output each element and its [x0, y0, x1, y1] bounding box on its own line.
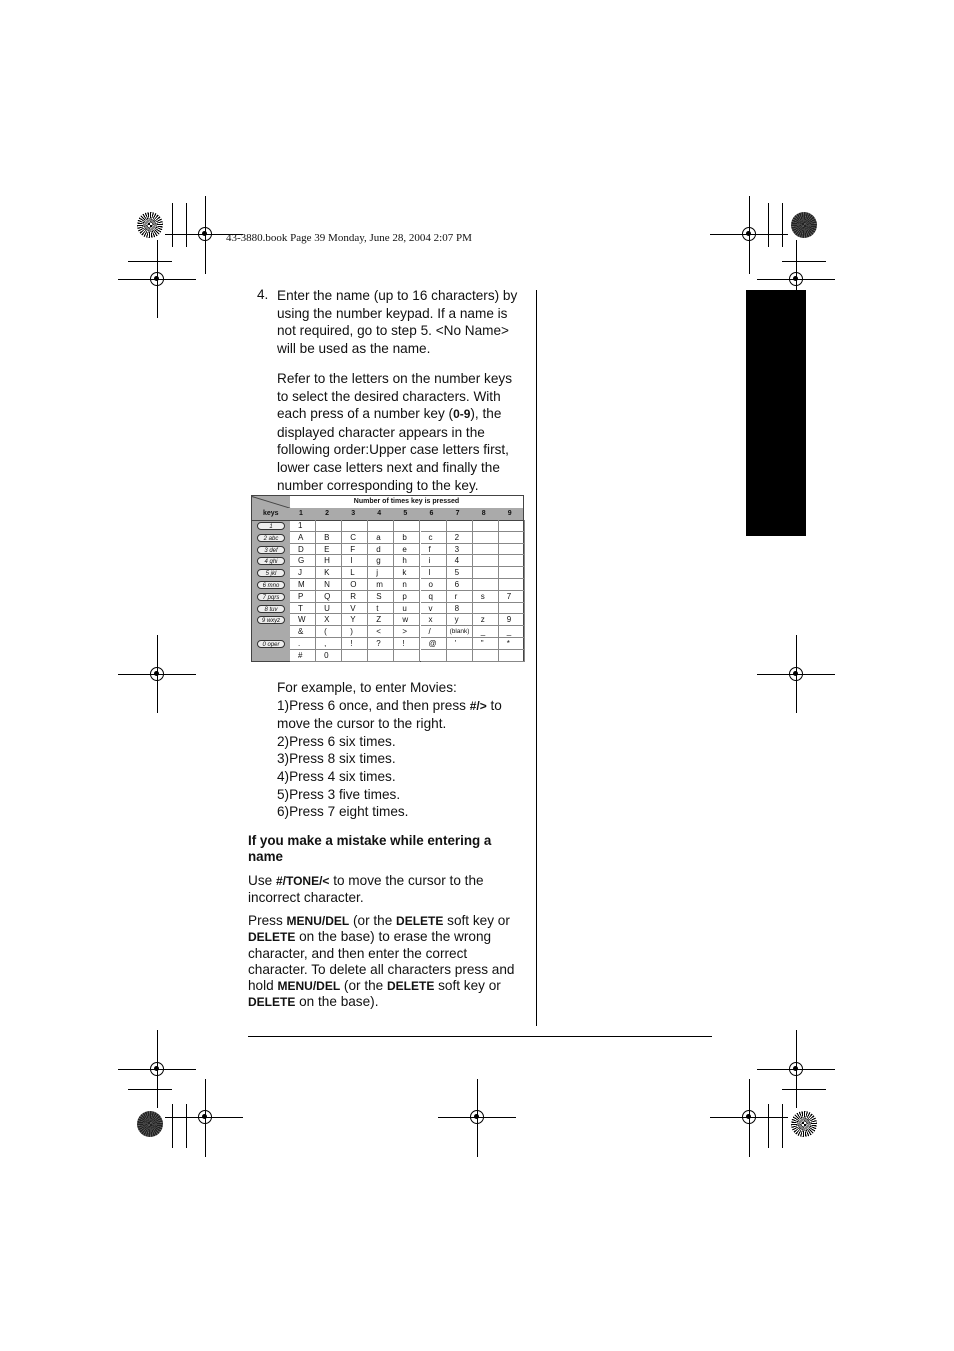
- table-cell: >: [394, 626, 420, 638]
- column-header: 6: [429, 510, 434, 517]
- table-cell: p: [394, 591, 420, 603]
- footer-rule: [248, 1036, 712, 1037]
- table-cell: [368, 520, 394, 532]
- key-label: MENU/DEL: [277, 979, 341, 994]
- table-cell: c: [421, 532, 447, 544]
- table-cell: &: [290, 626, 316, 638]
- table-cell: L: [342, 567, 368, 579]
- table-cell: y: [447, 614, 473, 626]
- registration-sunburst-top-left: [137, 212, 163, 238]
- table-cell: .: [290, 638, 316, 650]
- crop-mark: [186, 1104, 187, 1148]
- table-cell: i: [421, 555, 447, 567]
- table-cell: [499, 567, 525, 579]
- text-span: on the base) to erase the wrong character, and then enter the correct character. To delete all characters press and hold: [248, 929, 515, 994]
- table-cell: d: [368, 544, 394, 556]
- example-step-1: [277, 697, 527, 733]
- key-button-label: 2 abc: [257, 534, 285, 542]
- example-step-3: 3)Press 8 six times.: [277, 751, 396, 767]
- table-cell: K: [316, 567, 342, 579]
- crop-mark: [157, 240, 158, 318]
- column-header: 7: [455, 510, 460, 517]
- table-cell: z: [473, 614, 499, 626]
- table-cell: F: [342, 544, 368, 556]
- key-button-label: 4 ghi: [257, 557, 285, 565]
- crop-mark: [477, 1079, 478, 1157]
- table-cell: N: [316, 579, 342, 591]
- table-cell: k: [394, 567, 420, 579]
- table-cell: X: [316, 614, 342, 626]
- column-header: 9: [507, 510, 512, 517]
- table-cell: 7: [499, 591, 525, 603]
- example-intro: For example, to enter Movies:: [277, 680, 457, 695]
- table-cell: a: [368, 532, 394, 544]
- table-cell: w: [394, 614, 420, 626]
- crop-mark: [782, 1089, 826, 1090]
- table-cell: n: [394, 579, 420, 591]
- table-cell: I: [342, 555, 368, 567]
- key-button-label: 3 def: [257, 546, 285, 554]
- table-cell: 5: [447, 567, 473, 579]
- table-cell: q: [421, 591, 447, 603]
- table-cell: [499, 544, 525, 556]
- key-button-label: 6 mno: [257, 581, 285, 589]
- table-cell: ,: [316, 638, 342, 650]
- registration-sunburst-bottom-left: [137, 1111, 163, 1137]
- column-header: 8: [481, 510, 486, 517]
- table-cell: O: [342, 579, 368, 591]
- key-button-label: 7 pqrs: [257, 593, 285, 601]
- table-cell: 9: [499, 614, 525, 626]
- table-cell: _: [473, 626, 499, 638]
- key-label: DELETE: [387, 979, 435, 994]
- key-order-paragraph: [277, 370, 527, 494]
- crop-mark: [172, 1104, 173, 1148]
- table-cell: [473, 544, 499, 556]
- table-cell: [394, 520, 420, 532]
- table-cell: *: [499, 638, 525, 650]
- example-step-2: 2)Press 6 six times.: [277, 733, 396, 749]
- key-button-label: 5 jkl: [257, 569, 285, 577]
- table-cell: 3: [447, 544, 473, 556]
- table-cell: !: [342, 638, 368, 650]
- crop-mark: [172, 203, 173, 247]
- table-cell: ?: [368, 638, 394, 650]
- table-cell: [394, 650, 420, 662]
- table-cell: g: [368, 555, 394, 567]
- crop-mark: [157, 1030, 158, 1108]
- print-header: 43-3880.book Page 39 Monday, June 28, 2004 2:07 PM: [226, 232, 472, 244]
- table-cell: H: [316, 555, 342, 567]
- table-cell: S: [368, 591, 394, 603]
- table-cell: [421, 520, 447, 532]
- table-cell: [499, 520, 525, 532]
- table-cell: l: [421, 567, 447, 579]
- column-header: 2: [325, 510, 329, 517]
- key-label: #/TONE/<: [275, 874, 330, 888]
- table-cell: [447, 650, 473, 662]
- section-tab: [746, 290, 806, 536]
- table-cell: D: [290, 544, 316, 556]
- table-cell: u: [394, 603, 420, 615]
- table-cell: !: [394, 638, 420, 650]
- table-cell: [342, 650, 368, 662]
- table-cell: v: [421, 603, 447, 615]
- table-cell: 0: [316, 650, 342, 662]
- crop-mark: [796, 635, 797, 713]
- table-cell: f: [421, 544, 447, 556]
- table-cell: 2: [447, 532, 473, 544]
- crop-mark: [749, 1079, 750, 1157]
- text-span: to move the cursor to the incorrect character.: [248, 873, 484, 905]
- text-span: Use: [248, 873, 276, 888]
- text-span: ), the displayed character appears in the following order:Upper case letters first, lower case letters next and finally the number corresponding to the key.: [277, 406, 509, 493]
- key-button-label: 9 wxyz: [257, 616, 285, 624]
- registration-sunburst-top-right: [791, 212, 817, 238]
- keys-range: 0-9: [453, 407, 471, 422]
- table-cell: 6: [447, 579, 473, 591]
- table-cell: [473, 603, 499, 615]
- text-span: Press: [248, 913, 287, 928]
- text-span: (or the: [349, 913, 397, 928]
- step-4-paragraph: Enter the name (up to 16 characters) by using the number keypad. If a name is not required, go to step 5. <No Name> will be used as the name.: [277, 288, 518, 356]
- table-cell: r: [447, 591, 473, 603]
- table-cell: [316, 520, 342, 532]
- example-block: [277, 679, 527, 821]
- column-header: 1: [299, 510, 303, 517]
- table-cell: W: [290, 614, 316, 626]
- table-cell: U: [316, 603, 342, 615]
- table-cell: [342, 520, 368, 532]
- key-button-label: 8 tuv: [257, 605, 285, 613]
- example-step-5: 5)Press 3 five times.: [277, 786, 401, 802]
- table-cell: (: [316, 626, 342, 638]
- table-cell: 8: [447, 603, 473, 615]
- table-cell: A: [290, 532, 316, 544]
- table-cell: [368, 650, 394, 662]
- key-label: MENU/DEL: [286, 914, 350, 928]
- table-cell: /: [421, 626, 447, 638]
- table-cell: (blank): [447, 626, 473, 638]
- key-label: DELETE: [396, 914, 444, 928]
- table-cell: [421, 650, 447, 662]
- crop-mark: [768, 203, 769, 247]
- table-cell: [499, 650, 525, 662]
- section-heading: If you make a mistake while entering a name: [248, 833, 492, 864]
- text-span: soft key or: [443, 913, 510, 928]
- table-cell: [447, 520, 473, 532]
- table-title: Number of times key is pressed: [290, 496, 523, 509]
- table-cell: ": [473, 638, 499, 650]
- table-cell: [473, 579, 499, 591]
- table-cell: j: [368, 567, 394, 579]
- crop-mark: [165, 1117, 243, 1118]
- crop-mark: [157, 635, 158, 713]
- column-divider: [536, 290, 537, 1026]
- table-cell: [473, 650, 499, 662]
- table-cell: 4: [447, 555, 473, 567]
- crop-mark: [128, 261, 172, 262]
- key-label: #/>: [469, 698, 487, 713]
- crop-mark: [796, 1030, 797, 1108]
- character-table: [251, 495, 524, 662]
- table-cell: T: [290, 603, 316, 615]
- text-span: soft key or: [434, 978, 501, 994]
- key-button-label: 0 oper: [257, 640, 285, 648]
- mistake-heading: [248, 833, 523, 865]
- step-4-text: [277, 287, 527, 357]
- crop-mark: [205, 196, 206, 274]
- column-header: 4: [377, 510, 382, 517]
- table-cell: <: [368, 626, 394, 638]
- key-label: DELETE: [248, 995, 296, 1010]
- step-4-para2: [277, 370, 527, 494]
- cursor-paragraph: [248, 873, 528, 906]
- table-cell: M: [290, 579, 316, 591]
- column-header: 3: [351, 510, 356, 517]
- key-button-label: 1: [257, 522, 285, 530]
- table-cell: G: [290, 555, 316, 567]
- table-cell: J: [290, 567, 316, 579]
- step-number: 4.: [257, 287, 269, 302]
- crop-mark: [782, 261, 826, 262]
- table-cell: [473, 532, 499, 544]
- text-span: Refer to the letters on the number keys to select the desired characters. With each press of a number key (: [277, 371, 512, 422]
- mistake-para-2: [248, 913, 528, 1011]
- crop-mark: [186, 203, 187, 247]
- table-cell: x: [421, 614, 447, 626]
- keys-header: keys: [263, 510, 279, 517]
- table-cell: C: [342, 532, 368, 544]
- crop-mark: [205, 1079, 206, 1157]
- crop-mark: [782, 203, 783, 247]
- table-cell: Q: [316, 591, 342, 603]
- column-header: 5: [403, 510, 408, 517]
- table-cell: e: [394, 544, 420, 556]
- table-cell: Y: [342, 614, 368, 626]
- example-step-6: 6)Press 7 eight times.: [277, 804, 409, 820]
- crop-mark: [749, 196, 750, 274]
- table-cell: ': [447, 638, 473, 650]
- table-cell: ): [342, 626, 368, 638]
- table-cell: s: [473, 591, 499, 603]
- table-cell: Z: [368, 614, 394, 626]
- table-cell: t: [368, 603, 394, 615]
- table-cell: [499, 579, 525, 591]
- table-cell: [473, 567, 499, 579]
- table-cell: [473, 520, 499, 532]
- table-cell: [473, 555, 499, 567]
- registration-sunburst-bottom-right: [791, 1111, 817, 1137]
- crop-mark: [782, 1104, 783, 1148]
- table-cell: B: [316, 532, 342, 544]
- table-cell: #: [290, 650, 316, 662]
- delete-paragraph: [248, 913, 528, 1011]
- text-span: to move the cursor to the right.: [277, 697, 502, 732]
- table-cell: E: [316, 544, 342, 556]
- table-cell: h: [394, 555, 420, 567]
- key-label: DELETE: [248, 930, 296, 945]
- text-span: 1)Press 6 once, and then press: [277, 697, 470, 713]
- table-cell: V: [342, 603, 368, 615]
- table-cell: [499, 603, 525, 615]
- table-cell: P: [290, 591, 316, 603]
- table-cell: m: [368, 579, 394, 591]
- table-cell: R: [342, 591, 368, 603]
- table-cell: [499, 532, 525, 544]
- table-cell: o: [421, 579, 447, 591]
- table-cell: 1: [290, 520, 316, 532]
- table-cell: [499, 555, 525, 567]
- table-cell: _: [499, 626, 525, 638]
- crop-mark: [128, 1089, 172, 1090]
- text-span: on the base).: [295, 994, 379, 1010]
- table-cell: b: [394, 532, 420, 544]
- mistake-para-1: [248, 873, 528, 906]
- crop-mark: [768, 1104, 769, 1148]
- text-span: (or the: [340, 978, 387, 994]
- table-cell: @: [421, 638, 447, 650]
- example-step-4: 4)Press 4 six times.: [277, 768, 396, 784]
